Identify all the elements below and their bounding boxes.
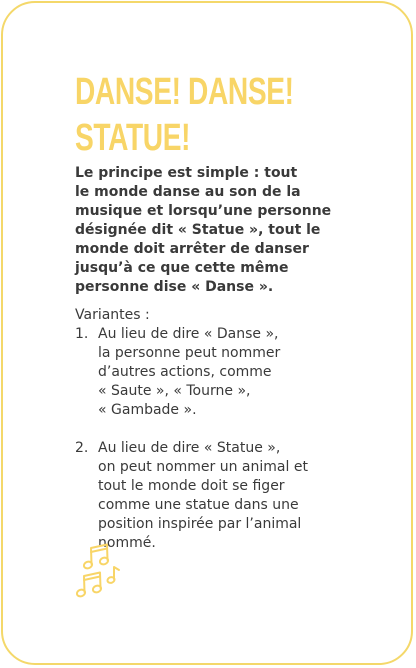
music-notes-icon: [74, 543, 122, 601]
variant-line: d’autres actions, comme: [98, 364, 272, 380]
variant-number: 1.: [75, 326, 89, 342]
variant-line: comme une statue dans une: [98, 497, 299, 513]
variant-item-1: [75, 325, 375, 420]
variant-line: « Saute », « Tourne »,: [98, 383, 251, 399]
variant-item-2: [75, 439, 375, 553]
variant-number: 2.: [75, 440, 89, 456]
intro-paragraph: [75, 164, 357, 297]
variant-line: tout le monde doit se figer: [98, 478, 285, 494]
variant-line: on peut nommer un animal et: [98, 459, 308, 475]
intro-line: musique et lorsqu’une personne: [75, 203, 332, 219]
card-title-line-2: STATUE!: [75, 117, 191, 159]
variant-line: position inspirée par l’animal: [98, 516, 302, 532]
variants-list: [75, 325, 375, 553]
intro-line: monde doit arrêter de danser: [75, 241, 309, 257]
variant-line: Au lieu de dire « Statue »,: [98, 440, 281, 456]
variant-line: « Gambade ».: [98, 402, 197, 418]
intro-line: désignée dit « Statue », tout le: [75, 222, 321, 238]
variant-line: nommé.: [98, 535, 156, 551]
card-title-line-1: DANSE! DANSE!: [75, 71, 294, 113]
activity-card: [1, 1, 413, 665]
variants-label: Variantes :: [75, 307, 150, 323]
intro-line: jusqu’à ce que cette même: [75, 260, 289, 276]
card-title: [75, 69, 312, 161]
intro-line: le monde danse au son de la: [75, 184, 301, 200]
intro-line: personne dise « Danse ».: [75, 279, 274, 295]
intro-line: Le principe est simple : tout: [75, 165, 298, 181]
variant-line: Au lieu de dire « Danse »,: [98, 326, 279, 342]
variant-line: la personne peut nommer: [98, 345, 281, 361]
